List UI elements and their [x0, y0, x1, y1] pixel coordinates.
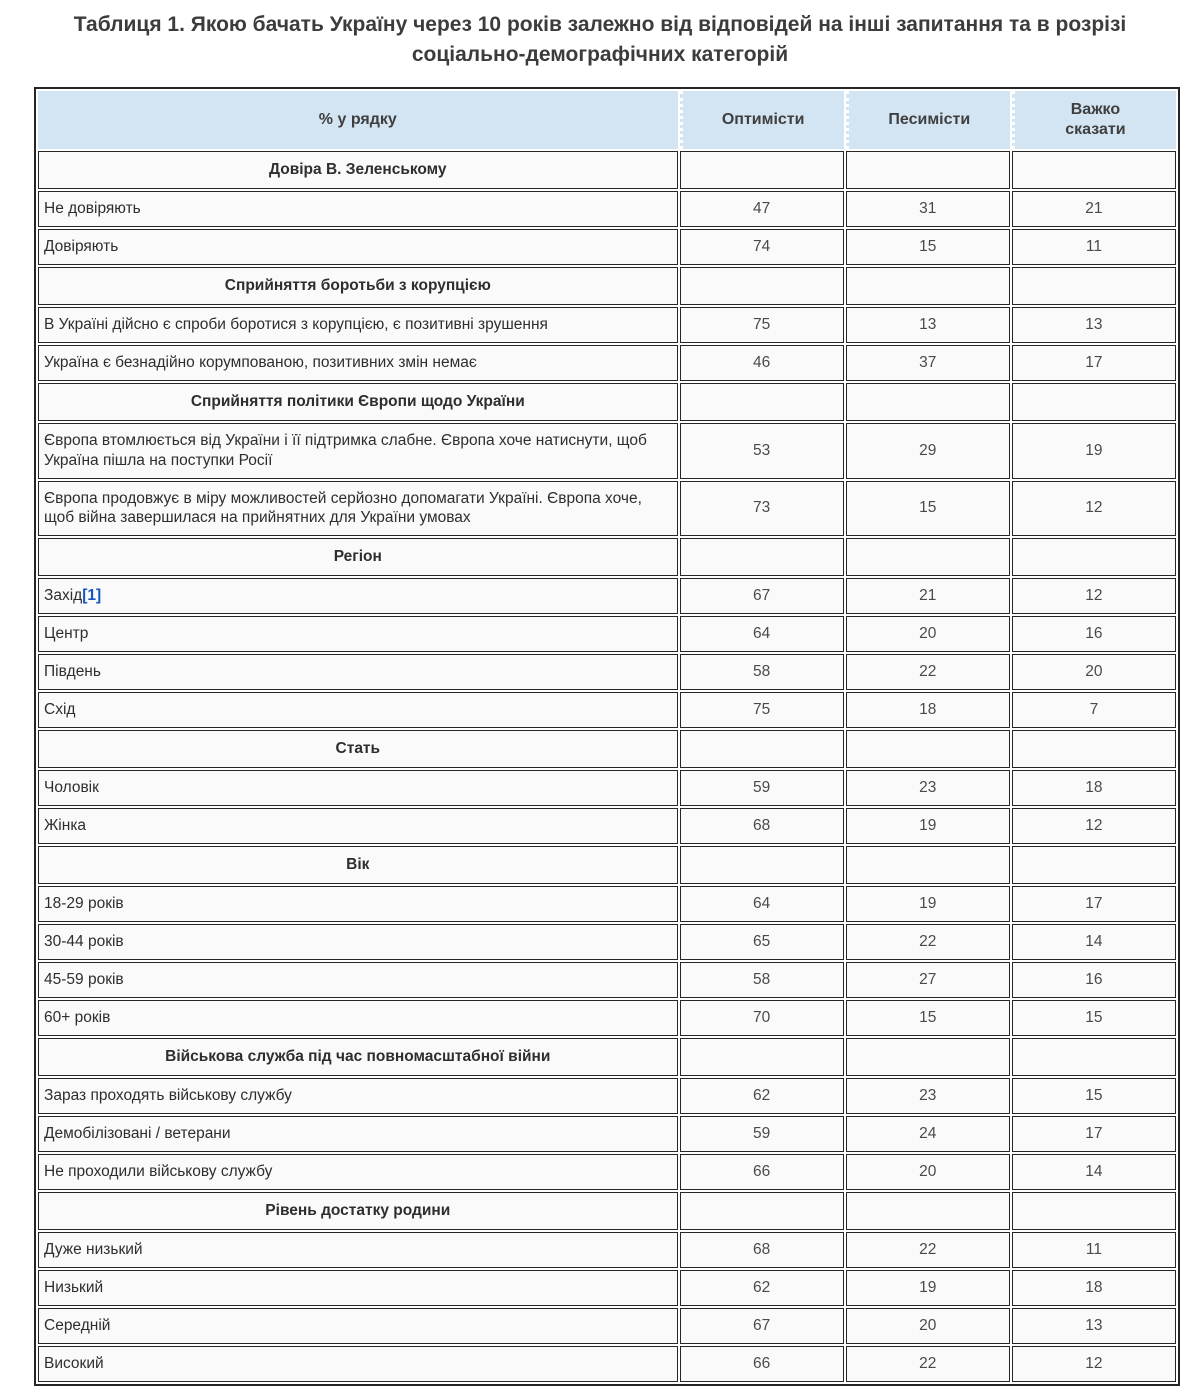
- column-header-hard-to-say-label: Важко сказати: [1065, 100, 1126, 138]
- row-label: [38, 423, 678, 479]
- value-cell: 37: [846, 345, 1010, 381]
- row-label: [38, 345, 678, 381]
- table-row: [38, 1270, 1176, 1306]
- row-label-text: 45-59 років: [44, 971, 124, 989]
- row-label: [38, 924, 678, 960]
- row-label-text: Високий: [44, 1355, 104, 1373]
- value-cell: 64: [680, 616, 844, 652]
- value-cell: 20: [846, 1308, 1010, 1344]
- value-cell: 22: [846, 1232, 1010, 1268]
- value-cell: 27: [846, 962, 1010, 998]
- value-cell: 66: [680, 1154, 844, 1190]
- section-title: Військова служба під час повномасштабної війни: [38, 1038, 678, 1076]
- section-header-row: [38, 846, 1176, 884]
- value-cell: 12: [1012, 578, 1176, 614]
- table-row: [38, 1154, 1176, 1190]
- table-row: [38, 770, 1176, 806]
- empty-cell: [846, 538, 1010, 576]
- value-cell: 19: [846, 1270, 1010, 1306]
- section-header-row: [38, 1038, 1176, 1076]
- table-row: [38, 962, 1176, 998]
- row-label: [38, 886, 678, 922]
- value-cell: 68: [680, 1232, 844, 1268]
- value-cell: 47: [680, 191, 844, 227]
- value-cell: 22: [846, 654, 1010, 690]
- table-row: [38, 345, 1176, 381]
- value-cell: 15: [846, 229, 1010, 265]
- row-label-text: Довіряють: [44, 237, 119, 255]
- value-cell: 23: [846, 770, 1010, 806]
- row-label: [38, 307, 678, 343]
- value-cell: 64: [680, 886, 844, 922]
- table-row: [38, 654, 1176, 690]
- value-cell: 31: [846, 191, 1010, 227]
- empty-cell: [1012, 538, 1176, 576]
- column-header-optimists: Оптимісти: [680, 91, 844, 149]
- table-row: [38, 1308, 1176, 1344]
- value-cell: 19: [846, 886, 1010, 922]
- section-header-row: [38, 151, 1176, 189]
- empty-cell: [846, 1038, 1010, 1076]
- row-label-text: Південь: [44, 663, 101, 681]
- column-header-hard-to-say: [1012, 91, 1176, 149]
- row-label: [38, 962, 678, 998]
- row-label-text: Не проходили військову службу: [44, 1163, 273, 1181]
- row-label: [38, 616, 678, 652]
- section-header-row: [38, 730, 1176, 768]
- table-row: [38, 1232, 1176, 1268]
- value-cell: 17: [1012, 886, 1176, 922]
- value-cell: 75: [680, 307, 844, 343]
- table-row: [38, 229, 1176, 265]
- empty-cell: [1012, 383, 1176, 421]
- empty-cell: [846, 846, 1010, 884]
- value-cell: 15: [1012, 1000, 1176, 1036]
- value-cell: 58: [680, 654, 844, 690]
- row-label: [38, 191, 678, 227]
- row-label: [38, 578, 678, 614]
- empty-cell: [1012, 730, 1176, 768]
- row-label: [38, 770, 678, 806]
- value-cell: 7: [1012, 692, 1176, 728]
- empty-cell: [680, 267, 844, 305]
- value-cell: 20: [846, 1154, 1010, 1190]
- value-cell: 22: [846, 924, 1010, 960]
- empty-cell: [1012, 267, 1176, 305]
- section-title: Стать: [38, 730, 678, 768]
- value-cell: 18: [1012, 770, 1176, 806]
- section-header-row: [38, 1192, 1176, 1230]
- table-row: [38, 1000, 1176, 1036]
- value-cell: 68: [680, 808, 844, 844]
- table-row: [38, 808, 1176, 844]
- row-label-text: Європа продовжує в міру можливостей серйозно допомагати Україні. Європа хоче, щоб війна завершилася на прийнятних для України умовах: [44, 489, 642, 527]
- empty-cell: [1012, 1038, 1176, 1076]
- row-label: [38, 1270, 678, 1306]
- value-cell: 19: [1012, 423, 1176, 479]
- row-label-text: Дуже низький: [44, 1241, 143, 1259]
- value-cell: 19: [846, 808, 1010, 844]
- value-cell: 58: [680, 962, 844, 998]
- row-label-text: Зараз проходять військову службу: [44, 1087, 292, 1105]
- header-row: [38, 91, 1176, 149]
- row-label: [38, 654, 678, 690]
- section-header-row: [38, 538, 1176, 576]
- value-cell: 16: [1012, 962, 1176, 998]
- value-cell: 12: [1012, 1346, 1176, 1382]
- empty-cell: [846, 1192, 1010, 1230]
- row-label: [38, 1308, 678, 1344]
- value-cell: 18: [1012, 1270, 1176, 1306]
- footnote-link[interactable]: [1]: [82, 587, 102, 605]
- value-cell: 17: [1012, 1116, 1176, 1152]
- empty-cell: [1012, 846, 1176, 884]
- table-row: [38, 692, 1176, 728]
- row-label-text: Центр: [44, 625, 89, 643]
- value-cell: 13: [1012, 307, 1176, 343]
- row-label: [38, 1232, 678, 1268]
- row-label-text: Європа втомлюється від України і її підтримка слабне. Європа хоче натиснути, щоб Україна пішла на поступки Росії: [44, 431, 647, 469]
- row-label-text: Захід: [44, 587, 83, 605]
- data-table: [34, 87, 1180, 1386]
- row-label-text: Демобілізовані / ветерани: [44, 1125, 231, 1143]
- row-label: [38, 1116, 678, 1152]
- empty-cell: [846, 383, 1010, 421]
- row-label: [38, 692, 678, 728]
- table-row: [38, 924, 1176, 960]
- column-header-pessimists: Песимісти: [846, 91, 1010, 149]
- value-cell: 14: [1012, 924, 1176, 960]
- value-cell: 18: [846, 692, 1010, 728]
- row-label: [38, 808, 678, 844]
- value-cell: 24: [846, 1116, 1010, 1152]
- value-cell: 13: [846, 307, 1010, 343]
- value-cell: 17: [1012, 345, 1176, 381]
- table-row: [38, 191, 1176, 227]
- value-cell: 67: [680, 1308, 844, 1344]
- row-label: [38, 1078, 678, 1114]
- section-title: Сприйняття боротьби з корупцією: [38, 267, 678, 305]
- value-cell: 53: [680, 423, 844, 479]
- value-cell: 66: [680, 1346, 844, 1382]
- value-cell: 15: [846, 481, 1010, 537]
- empty-cell: [680, 151, 844, 189]
- value-cell: 15: [1012, 1078, 1176, 1114]
- value-cell: 59: [680, 1116, 844, 1152]
- row-label: [38, 229, 678, 265]
- value-cell: 11: [1012, 1232, 1176, 1268]
- value-cell: 21: [1012, 191, 1176, 227]
- value-cell: 70: [680, 1000, 844, 1036]
- value-cell: 21: [846, 578, 1010, 614]
- empty-cell: [680, 1192, 844, 1230]
- value-cell: 20: [1012, 654, 1176, 690]
- section-header-row: [38, 267, 1176, 305]
- value-cell: 22: [846, 1346, 1010, 1382]
- empty-cell: [680, 1038, 844, 1076]
- table-row: [38, 578, 1176, 614]
- row-label-text: Не довіряють: [44, 199, 141, 217]
- row-label-text: В Україні дійсно є спроби боротися з корупцією, є позитивні зрушення: [44, 315, 548, 333]
- row-label-text: Схід: [44, 701, 76, 719]
- value-cell: 23: [846, 1078, 1010, 1114]
- value-cell: 59: [680, 770, 844, 806]
- section-header-row: [38, 383, 1176, 421]
- table-row: [38, 886, 1176, 922]
- column-header-percent-in-row: % у рядку: [38, 91, 678, 149]
- row-label-text: Чоловік: [44, 779, 99, 797]
- value-cell: 67: [680, 578, 844, 614]
- value-cell: 12: [1012, 808, 1176, 844]
- row-label-text: 30-44 років: [44, 933, 124, 951]
- row-label-text: 60+ років: [44, 1009, 111, 1027]
- value-cell: 65: [680, 924, 844, 960]
- row-label-text: Україна є безнадійно корумпованою, позитивних змін немає: [44, 353, 477, 371]
- table-row: [38, 1078, 1176, 1114]
- value-cell: 20: [846, 616, 1010, 652]
- value-cell: 15: [846, 1000, 1010, 1036]
- value-cell: 73: [680, 481, 844, 537]
- section-title: Довіра В. Зеленському: [38, 151, 678, 189]
- table-row: [38, 481, 1176, 537]
- table-row: [38, 423, 1176, 479]
- value-cell: 13: [1012, 1308, 1176, 1344]
- row-label-text: Жінка: [44, 817, 87, 835]
- empty-cell: [846, 730, 1010, 768]
- row-label: [38, 1154, 678, 1190]
- table-title: Таблиця 1. Якою бачать Україну через 10 років залежно від відповідей на інші запитання та в розрізі соціально-демографічних категорій: [73, 13, 1127, 67]
- value-cell: 12: [1012, 481, 1176, 537]
- table-row: [38, 616, 1176, 652]
- row-label-text: 18-29 років: [44, 895, 124, 913]
- empty-cell: [680, 846, 844, 884]
- row-label: [38, 481, 678, 537]
- value-cell: 14: [1012, 1154, 1176, 1190]
- value-cell: 74: [680, 229, 844, 265]
- value-cell: 62: [680, 1078, 844, 1114]
- table-row: [38, 1116, 1176, 1152]
- empty-cell: [846, 151, 1010, 189]
- empty-cell: [680, 383, 844, 421]
- empty-cell: [680, 538, 844, 576]
- row-label-text: Низький: [44, 1279, 104, 1297]
- value-cell: 62: [680, 1270, 844, 1306]
- value-cell: 29: [846, 423, 1010, 479]
- empty-cell: [1012, 151, 1176, 189]
- section-title: Регіон: [38, 538, 678, 576]
- row-label-text: Середній: [44, 1317, 111, 1335]
- value-cell: 46: [680, 345, 844, 381]
- section-title: Сприйняття політики Європи щодо України: [38, 383, 678, 421]
- value-cell: 75: [680, 692, 844, 728]
- value-cell: 11: [1012, 229, 1176, 265]
- empty-cell: [1012, 1192, 1176, 1230]
- value-cell: 16: [1012, 616, 1176, 652]
- empty-cell: [846, 267, 1010, 305]
- empty-cell: [680, 730, 844, 768]
- table-row: [38, 307, 1176, 343]
- row-label: [38, 1000, 678, 1036]
- section-title: Рівень достатку родини: [38, 1192, 678, 1230]
- section-title: Вік: [38, 846, 678, 884]
